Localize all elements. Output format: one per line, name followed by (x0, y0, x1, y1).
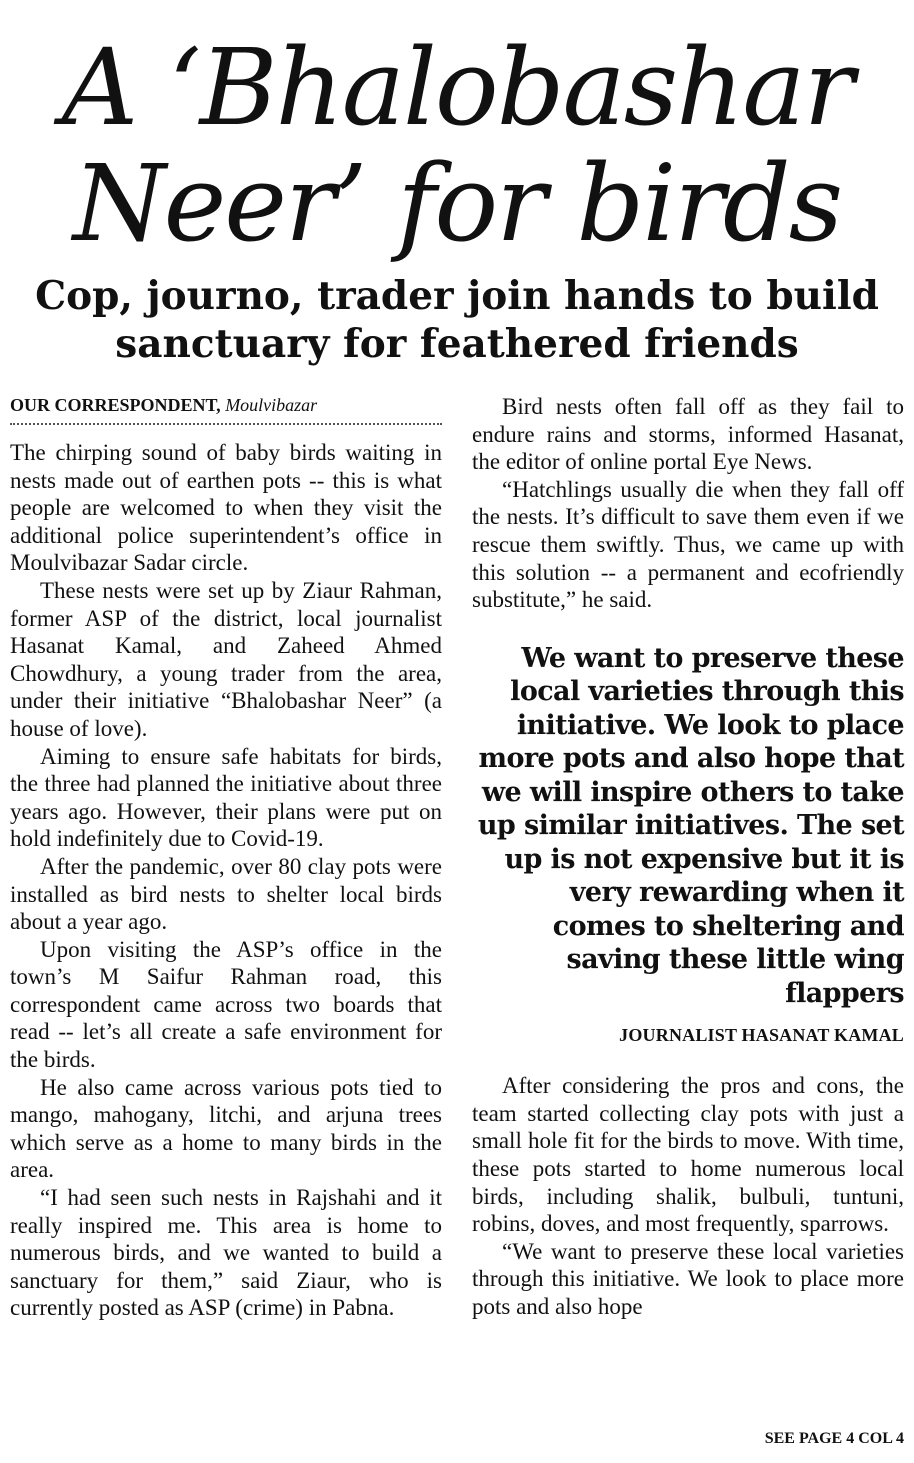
paragraph: Bird nests often fall off as they fail to endure rains and storms, informed Hasanat, the editor of online portal Eye News. (472, 394, 904, 475)
paragraph: He also came across various pots tied to mango, mahogany, litchi, and arjuna trees which serve as a home to many birds in the area. (10, 1074, 442, 1183)
paragraph: These nests were set up by Ziaur Rahman, former ASP of the district, local journalist Hasanat Kamal, and Zaheed Ahmed Chowdhury, a young trader from the area, under their initiative “Bhalobashar Neer” (a house of love). (10, 577, 442, 741)
headline-line-1: A ‘Bhalobashar (61, 26, 853, 149)
subheadline-line-1: Cop, journo, trader join hands to build (35, 273, 879, 319)
continued-on-link[interactable]: SEE PAGE 4 COL 4 (764, 1430, 904, 1447)
subheadline (20, 272, 894, 368)
subheadline-line-2: sanctuary for feathered friends (115, 321, 799, 367)
paragraph: Upon visiting the ASP’s office in the town’s M Saifur Rahman road, this correspondent came across two boards that read -- let’s all create a safe environment for the birds. (10, 936, 442, 1073)
headline-line-2: Neer’ for birds (72, 142, 842, 265)
byline (10, 393, 442, 425)
paragraph: “We want to preserve these local varieties through this initiative. We look to place more pots and also hope (472, 1238, 904, 1319)
pull-quote: We want to preserve these local varieties through this initiative. We look to place more pots and also hope that we will inspire others to take up similar initiatives. The set up is not expensive but it is very rewarding when it comes to sheltering and saving these little wing flappers (477, 642, 904, 1009)
byline-name: OUR CORRESPONDENT, (10, 395, 221, 415)
paragraph: “Hatchlings usually die when they fall off the nests. It’s difficult to save them even if we rescue them swiftly. Thus, we came up with this solution -- a permanent and ecofriendly substitute,” he said. (472, 476, 904, 613)
byline-place: Moulvibazar (225, 395, 318, 415)
right-column (472, 393, 904, 1321)
left-column (10, 393, 442, 1322)
right-column-lower (472, 1072, 904, 1320)
paragraph: After considering the pros and cons, the team started collecting clay pots with just a small hole fit for the birds to move. With time, these pots started to home numerous local birds, including shalik, bulbuli, tuntuni, robins, doves, and most frequently, sparrows. (472, 1073, 904, 1237)
paragraph: “I had seen such nests in Rajshahi and it really inspired me. This area is home to numerous birds, and we wanted to build a sanctuary for them,” said Ziaur, who is currently posted as ASP (crime) in Pabna. (10, 1185, 442, 1321)
paragraph: Aiming to ensure safe habitats for birds, the three had planned the initiative about three years ago. However, their plans were put on hold indefinitely due to Covid-19. (10, 743, 442, 852)
paragraph: After the pandemic, over 80 clay pots were installed as bird nests to shelter local birds about a year ago. (10, 853, 442, 935)
paragraph: The chirping sound of baby birds waiting in nests made out of earthen pots -- this is what people are welcomed to when they visit the additional police superintendent’s office in Moulvibazar Sadar circle. (10, 440, 442, 576)
headline (0, 26, 914, 265)
pull-quote-source: JOURNALIST HASANAT KAMAL (619, 1025, 904, 1046)
